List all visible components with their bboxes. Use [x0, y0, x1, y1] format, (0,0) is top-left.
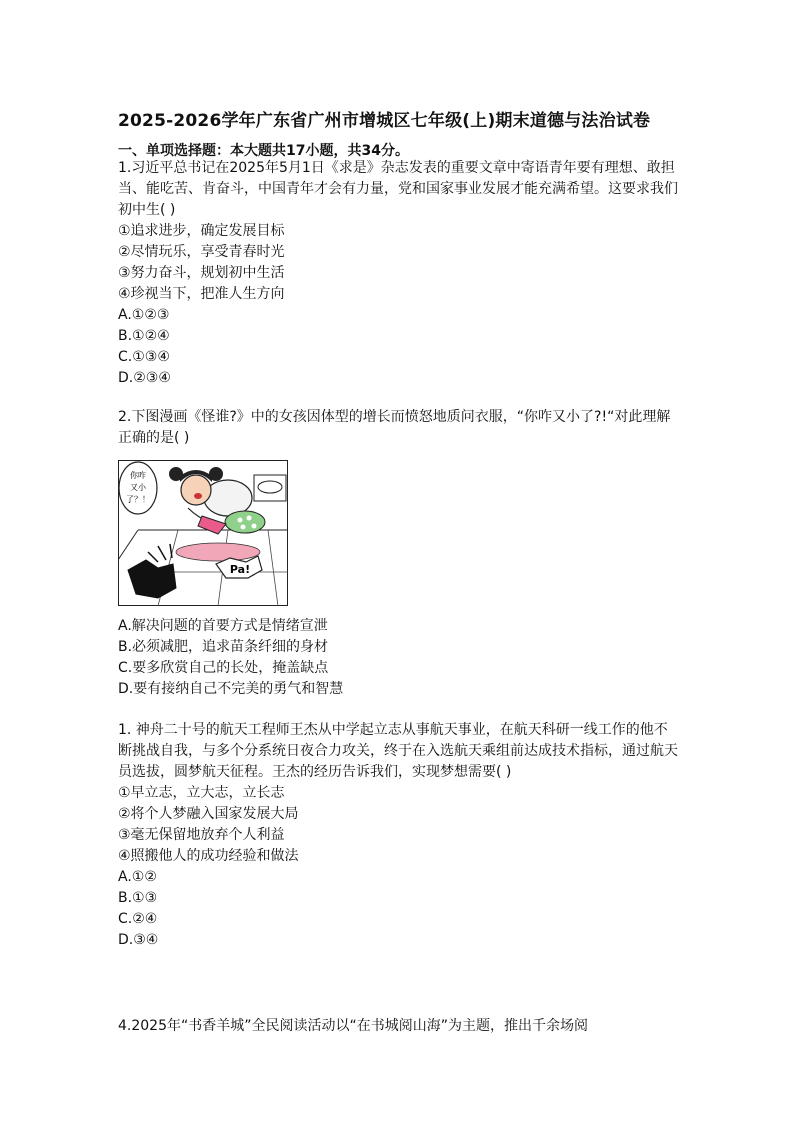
question-3-option-a: A.①② [118, 869, 157, 885]
question-3-item-1: ①早立志，立大志，立长志 [118, 785, 285, 801]
question-2-stem: 2.下图漫画《怪谁?》中的女孩因体型的增长而愤怒地质问衣服，“你咋又小了?!“对此理解正确的是( ) [118, 409, 671, 446]
question-2-option-a: A.解决问题的首要方式是情绪宣泄 [118, 618, 328, 634]
exam-title: 2025-2026学年广东省广州市增城区七年级(上)期末道德与法治试卷 [118, 111, 651, 131]
question-2-options [118, 616, 678, 700]
question-3-stem: 1. 神舟二十号的航天工程师王杰从中学起立志从事航天事业，在航天科研一线工作的他不断挑战自我，与多个分系统日夜合力攻关，终于在入选航天乘组前达成技术指标，通过航天员选拔，圆梦航天征程。王杰的经历告诉我们，实现梦想需要( ) [118, 722, 678, 780]
question-3-item-4: ④照搬他人的成功经验和做法 [118, 848, 299, 864]
cartoon-image [118, 460, 288, 606]
sound-effect-text: Pa! [229, 563, 251, 576]
question-1-item-2: ②尽情玩乐，享受青春时光 [118, 244, 285, 260]
question-1 [118, 158, 678, 389]
question-1-item-3: ③努力奋斗，规划初中生活 [118, 265, 285, 281]
speech-line-2: 又小 [130, 483, 146, 492]
question-1-option-a: A.①②③ [118, 307, 170, 323]
speech-line-3: 了？！ [126, 495, 150, 504]
question-1-option-d: D.②③④ [118, 370, 171, 386]
question-3-item-3: ③毫无保留地放弃个人利益 [118, 827, 285, 843]
question-1-option-c: C.①③④ [118, 349, 170, 365]
question-1-option-b: B.①②④ [118, 328, 170, 344]
question-1-item-1: ①追求进步，确定发展目标 [118, 223, 285, 239]
question-3-item-2: ②将个人梦融入国家发展大局 [118, 806, 299, 822]
question-4 [118, 1016, 678, 1037]
question-3-option-c: C.②④ [118, 911, 158, 927]
section-heading: 一、单项选择题：本大题共17小题，共34分。 [118, 143, 409, 159]
question-2-option-c: C.要多欣赏自己的长处，掩盖缺点 [118, 660, 329, 676]
question-4-stem: 4.2025年“书香羊城”全民阅读活动以“在书城阅山海”为主题，推出千余场阅 [118, 1018, 588, 1034]
question-3-option-b: B.①③ [118, 890, 158, 906]
question-2-option-d: D.要有接纳自己不完美的勇气和智慧 [118, 681, 344, 697]
speech-line-1: 你咋 [130, 471, 146, 480]
question-1-item-4: ④珍视当下，把准人生方向 [118, 286, 285, 302]
question-2 [118, 407, 678, 449]
question-1-stem: 1.习近平总书记在2025年5月1日《求是》杂志发表的重要文章中寄语青年要有理想、敢担当、能吃苦、肯奋斗，中国青年才会有力量，党和国家事业发展才能充满希望。这要求我们初中生( ) [118, 160, 678, 218]
question-3-option-d: D.③④ [118, 932, 159, 948]
question-2-option-b: B.必须减肥，追求苗条纤细的身材 [118, 639, 329, 655]
question-3 [118, 720, 678, 951]
